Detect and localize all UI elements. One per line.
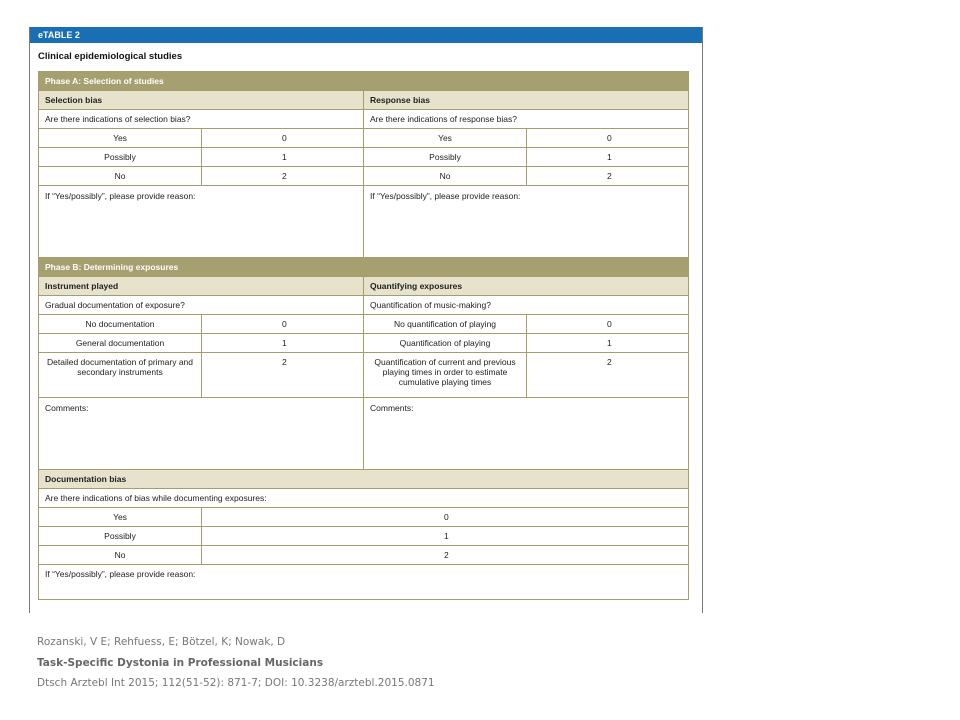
citation-source: Dtsch Arztebl Int 2015; 112(51-52): 871-7; DOI: 10.3238/arztebl.2015.0871 <box>37 677 435 689</box>
option-score: 2 <box>202 546 689 565</box>
selection-bias-reason: If “Yes/possibly”, please provide reason: <box>39 186 364 258</box>
option-label: Yes <box>39 508 202 527</box>
instrument-question: Gradual documentation of exposure? <box>39 296 364 315</box>
table-row <box>39 129 689 148</box>
phase-a-title: Phase A: Selection of studies <box>39 72 689 91</box>
quantification-comments: Comments: <box>364 398 689 470</box>
option-score: 2 <box>202 167 364 186</box>
table-row <box>39 508 689 527</box>
option-label: Yes <box>39 129 202 148</box>
option-label: General documentation <box>39 334 202 353</box>
option-score: 0 <box>202 508 689 527</box>
option-label: No <box>39 546 202 565</box>
option-score: 0 <box>527 129 689 148</box>
phase-a-subheadings <box>39 91 689 110</box>
option-label: Possibly <box>364 148 527 167</box>
option-score: 1 <box>527 148 689 167</box>
response-bias-heading: Response bias <box>364 91 689 110</box>
option-label: Yes <box>364 129 527 148</box>
option-label: Quantification of playing <box>364 334 527 353</box>
phase-b-comments <box>39 398 689 470</box>
option-label: Detailed documentation of primary and secondary instruments <box>39 353 202 398</box>
quantification-question: Quantification of music-making? <box>364 296 689 315</box>
criteria-table <box>38 71 689 600</box>
option-label: Quantification of current and previous playing times in order to estimate cumulative playing times <box>364 353 527 398</box>
option-score: 1 <box>202 148 364 167</box>
instrument-played-heading: Instrument played <box>39 277 364 296</box>
documentation-bias-heading: Documentation bias <box>39 470 689 489</box>
documentation-bias-row <box>39 470 689 489</box>
etable <box>29 27 703 613</box>
option-score: 0 <box>527 315 689 334</box>
option-label: No <box>364 167 527 186</box>
option-score: 2 <box>527 167 689 186</box>
option-score: 0 <box>202 315 364 334</box>
phase-b-questions <box>39 296 689 315</box>
option-score: 0 <box>202 129 364 148</box>
phase-a-row <box>39 72 689 91</box>
phase-b-row <box>39 258 689 277</box>
citation-authors: Rozanski, V E; Rehfuess, E; Bötzel, K; Nowak, D <box>37 636 286 648</box>
option-label: No documentation <box>39 315 202 334</box>
documentation-bias-question-row <box>39 489 689 508</box>
table-row <box>39 527 689 546</box>
option-score: 1 <box>202 527 689 546</box>
documentation-bias-reason: If “Yes/possibly”, please provide reason: <box>39 565 689 600</box>
response-bias-reason: If “Yes/possibly”, please provide reason: <box>364 186 689 258</box>
table-row <box>39 334 689 353</box>
quantifying-exposures-heading: Quantifying exposures <box>364 277 689 296</box>
phase-b-title: Phase B: Determining exposures <box>39 258 689 277</box>
table-row <box>39 148 689 167</box>
documentation-bias-reason-row <box>39 565 689 600</box>
option-score: 1 <box>527 334 689 353</box>
instrument-comments: Comments: <box>39 398 364 470</box>
documentation-bias-question: Are there indications of bias while documenting exposures: <box>39 489 689 508</box>
etable-header: eTABLE 2 <box>30 27 702 43</box>
table-row <box>39 353 689 398</box>
option-label: No <box>39 167 202 186</box>
option-score: 2 <box>202 353 364 398</box>
option-score: 2 <box>527 353 689 398</box>
option-label: Possibly <box>39 148 202 167</box>
table-row <box>39 167 689 186</box>
option-label: Possibly <box>39 527 202 546</box>
option-label: No quantification of playing <box>364 315 527 334</box>
citation-article: Task-Specific Dystonia in Professional Musicians <box>37 657 324 669</box>
option-score: 1 <box>202 334 364 353</box>
table-row <box>39 546 689 565</box>
response-bias-question: Are there indications of response bias? <box>364 110 689 129</box>
phase-b-subheadings <box>39 277 689 296</box>
selection-bias-question: Are there indications of selection bias? <box>39 110 364 129</box>
etable-title: Clinical epidemiological studies <box>38 51 183 62</box>
table-row <box>39 315 689 334</box>
selection-bias-heading: Selection bias <box>39 91 364 110</box>
phase-a-questions <box>39 110 689 129</box>
phase-a-reasons <box>39 186 689 258</box>
